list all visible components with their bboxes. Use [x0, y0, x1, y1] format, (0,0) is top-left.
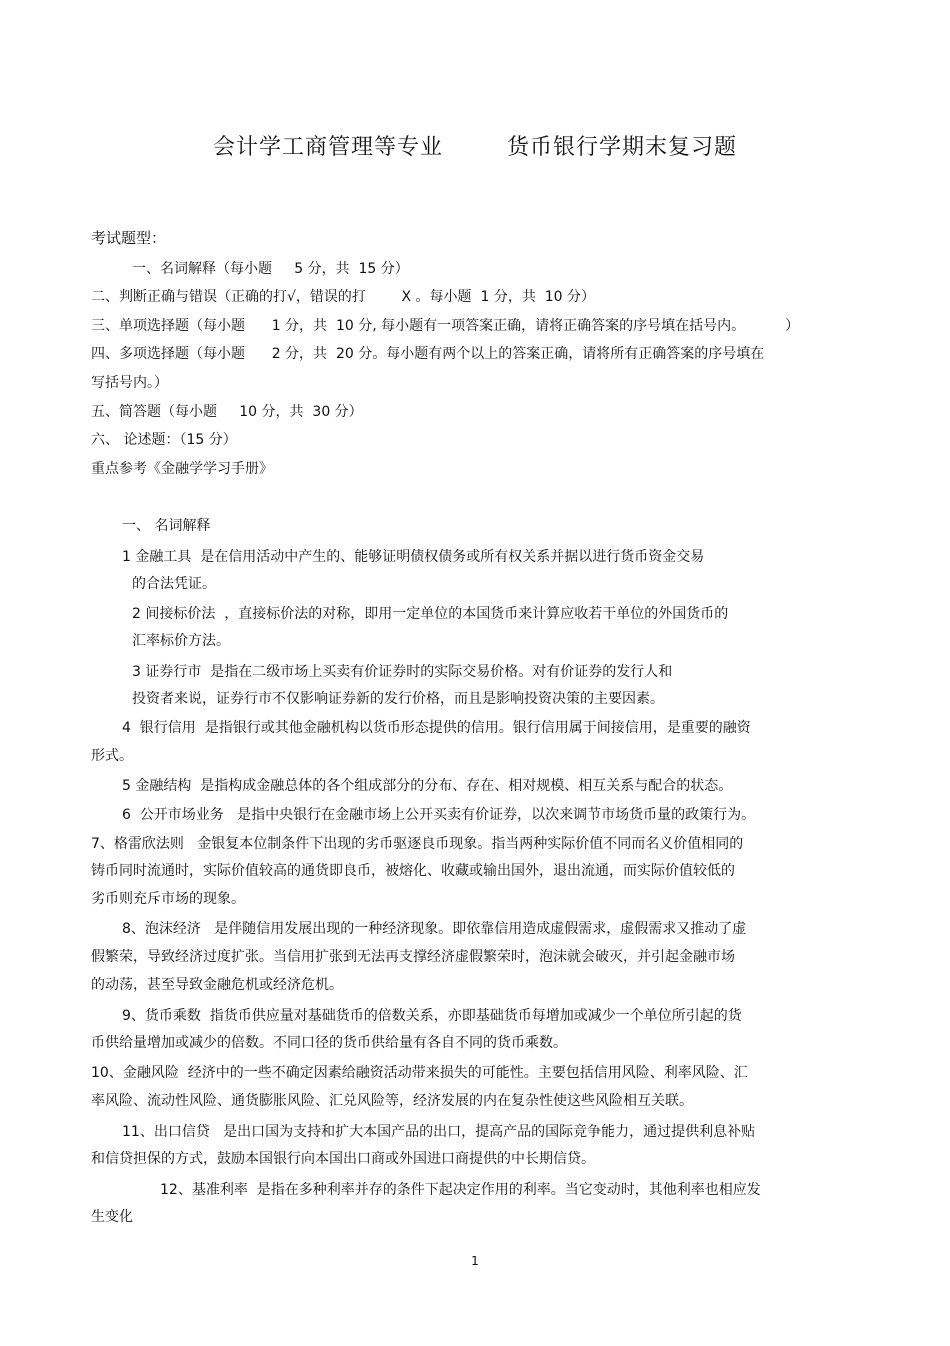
exam-type-item: 写括号内。） — [91, 375, 168, 391]
exam-type-item: 一、名词解释（每小题 5 分，共 15 分） — [132, 261, 409, 277]
reference-note: 重点参考《金融学学习手册》 — [91, 461, 273, 477]
definition-line: 币供给量增加或减少的倍数。不同口径的货币供给量有各自不同的货币乘数。 — [91, 1035, 567, 1051]
definition-line: 的动荡，甚至导致金融危机或经济危机。 — [91, 977, 343, 993]
definition-line: 4 银行信用 是指银行或其他金融机构以货币形态提供的信用。银行信用属于间接信用，是重要的融资 — [122, 720, 751, 736]
exam-type-item: 二、判断正确与错误（正确的打√，错误的打 X 。每小题 1 分，共 10 分） — [91, 289, 595, 305]
definition-line: 1 金融工具 是在信用活动中产生的、能够证明债权债务或所有权关系并据以进行货币资金交易 — [122, 549, 705, 565]
page-number: 1 — [471, 1254, 479, 1268]
definition-line: 2 间接标价法 ，直接标价法的对称，即用一定单位的本国货币来计算应收若干单位的外国货币的 — [132, 606, 729, 622]
exam-type-item: 六、 论述题：（15 分） — [91, 432, 237, 448]
page-title: 会计学工商管理等专业 货币银行学期末复习题 — [213, 135, 737, 160]
definition-line: 汇率标价方法。 — [132, 633, 230, 649]
definition-line: 铸币同时流通时，实际价值较高的通货即良币，被熔化、收藏或输出国外，退出流通，而实际价值较低的 — [91, 863, 735, 879]
definition-line: 9、货币乘数 指货币供应量对基础货币的倍数关系，亦即基础货币每增加或减少一个单位所引起的货 — [122, 1008, 742, 1024]
exam-types-heading: 考试题型： — [91, 229, 167, 247]
definition-line: 和信贷担保的方式，鼓励本国银行向本国出口商或外国进口商提供的中长期信贷。 — [91, 1151, 595, 1167]
definition-line: 率风险、流动性风险、通货膨胀风险、汇兑风险等，经济发展的内在复杂性使这些风险相互关联。 — [91, 1093, 693, 1109]
definition-line: 3 证券行市 是指在二级市场上买卖有价证券时的实际交易价格。对有价证券的发行人和 — [132, 664, 673, 680]
exam-type-item: 四、多项选择题（每小题 2 分，共 20 分。每小题有两个以上的答案正确，请将所有正确答案的序号填在 — [91, 346, 765, 362]
definition-line: 12、基准利率 是指在多种利率并存的条件下起决定作用的利率。当它变动时，其他利率也相应发 — [160, 1182, 761, 1198]
definition-line: 8、泡沫经济 是伴随信用发展出现的一种经济现象。即依靠信用造成虚假需求，虚假需求又推动了虚 — [122, 921, 747, 937]
definition-line: 的合法凭证。 — [132, 576, 216, 592]
definition-line: 形式。 — [91, 748, 133, 764]
exam-type-item: 五、简答题（每小题 10 分，共 30 分） — [91, 404, 363, 420]
definition-line: 投资者来说，证券行市不仅影响证券新的发行价格，而且是影响投资决策的主要因素。 — [132, 691, 664, 707]
definition-line: 10、金融风险 经济中的一些不确定因素给融资活动带来损失的可能性。主要包括信用风险、利率风险、汇 — [91, 1065, 748, 1081]
definition-line: 11、出口信贷 是出口国为支持和扩大本国产品的出口，提高产品的国际竞争能力，通过提供利息补贴 — [122, 1124, 756, 1140]
definition-line: 假繁荣，导致经济过度扩张。当信用扩张到无法再支撑经济虚假繁荣时，泡沫就会破灭，并引起金融市场 — [91, 949, 735, 965]
definition-line: 劣币则充斥市场的现象。 — [91, 891, 245, 907]
definition-line: 7、格雷欣法则 金银复本位制条件下出现的劣币驱逐良币现象。指当两种实际价值不同而名义价值相同的 — [91, 836, 744, 852]
definition-line: 生变化 — [91, 1209, 133, 1225]
section-heading: 一、 名词解释 — [122, 518, 211, 534]
definition-line: 6 公开市场业务 是指中央银行在金融市场上公开买卖有价证券，以次来调节市场货币量的政策行为。 — [122, 807, 756, 823]
definition-line: 5 金融结构 是指构成金融总体的各个组成部分的分布、存在、相对规模、相互关系与配合的状态。 — [122, 778, 733, 794]
exam-type-item: 三、单项选择题（每小题 1 分，共 10 分, 每小题有一项答案正确，请将正确答案的序号填在括号内。 ） — [91, 318, 800, 334]
